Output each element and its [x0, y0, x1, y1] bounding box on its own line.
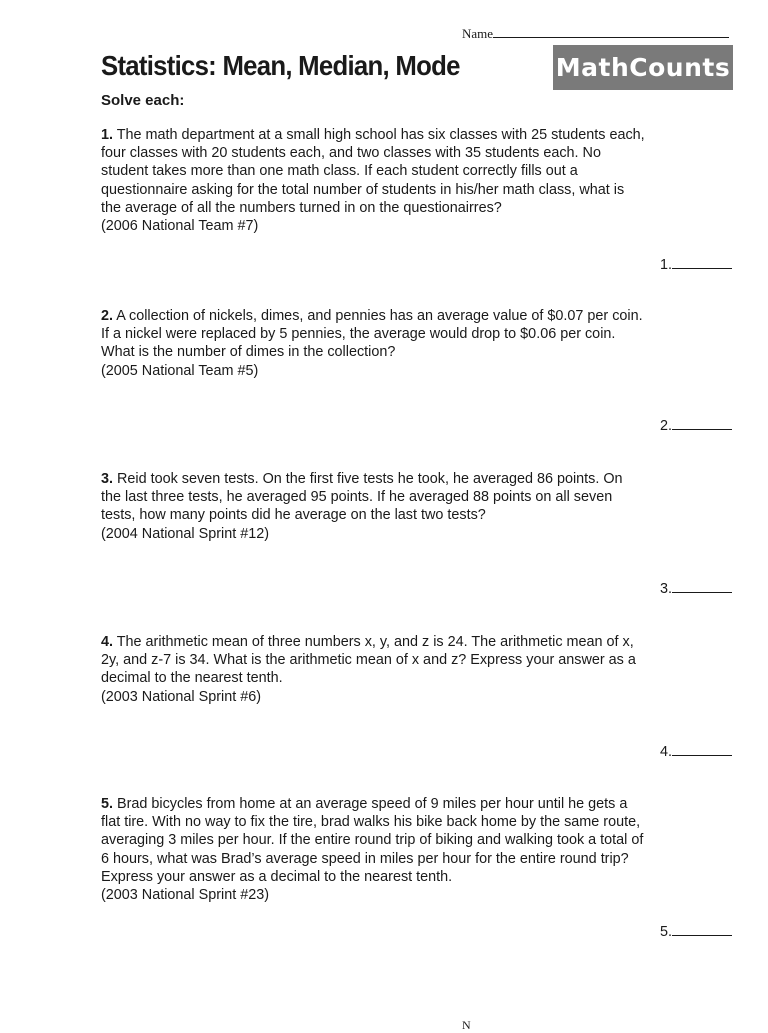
problem-number: 2. — [101, 308, 114, 324]
problem-2 — [101, 307, 646, 380]
name-field[interactable] — [462, 25, 729, 42]
problem-source: (2004 National Sprint #12) — [101, 525, 269, 542]
problem-source: (2003 National Sprint #23) — [101, 887, 269, 904]
problem-source: (2003 National Sprint #6) — [101, 688, 261, 705]
footer-mark: N — [462, 1018, 471, 1032]
problem-number: 4. — [101, 634, 114, 650]
worksheet-title: Statistics: Mean, Median, Mode — [101, 50, 460, 81]
name-label: Name — [462, 26, 494, 41]
answer-label: 4. — [660, 744, 673, 760]
answer-label: 3. — [660, 581, 673, 597]
answer-label: 5. — [660, 924, 673, 940]
answer-blank-line[interactable] — [672, 579, 732, 593]
problem-text: Brad bicycles from home at an average speed of 9 miles per hour until he gets a flat tire. With no way to fix the tire, brad walks his bike back home by the same route, averaging 3 miles per hour. If the entire round trip of biking and walking took a total of 6 hours, what was Brad’s average speed in miles per hour for the entire round trip? Express your answer as a decimal to the nearest tenth. — [101, 796, 644, 885]
problem-text: The math department at a small high school has six classes with 25 students each, four classes with 20 students each, and two classes with 35 students each. No student takes more than one math class. If each student correctly fills out a questionnaire asking for the total number of students in his/her math class, what is the average of all the numbers turned in on the questionairres? — [101, 127, 645, 216]
answer-1[interactable] — [660, 255, 732, 273]
answer-5[interactable] — [660, 922, 732, 940]
instructions: Solve each: — [101, 92, 185, 109]
problem-5 — [101, 795, 646, 904]
problem-source: (2006 National Team #7) — [101, 218, 259, 235]
problem-text: A collection of nickels, dimes, and pennies has an average value of $0.07 per coin. If a nickel were replaced by 5 pennies, the average would drop to $0.06 per coin. What is the number of dimes in the collection? — [101, 308, 643, 361]
problem-text: Reid took seven tests. On the first five tests he took, he averaged 86 points. On the last three tests, he averaged 95 points. If he averaged 88 points on all seven tests, how many points did he average on the last two tests? — [101, 471, 623, 524]
name-blank-line[interactable] — [493, 25, 729, 38]
answer-3[interactable] — [660, 579, 732, 597]
problem-text: The arithmetic mean of three numbers x, y, and z is 24. The arithmetic mean of x, 2y, and z-7 is 34. What is the arithmetic mean of x and z? Express your answer as a decimal to the nearest tenth. — [101, 634, 636, 687]
mathcounts-logo — [553, 45, 733, 90]
problem-number: 3. — [101, 471, 114, 487]
answer-blank-line[interactable] — [672, 255, 732, 269]
logo-text: MathCounts — [555, 53, 731, 82]
answer-label: 1. — [660, 257, 673, 273]
problem-number: 1. — [101, 127, 114, 143]
answer-4[interactable] — [660, 742, 732, 760]
answer-blank-line[interactable] — [672, 416, 732, 430]
problem-number: 5. — [101, 796, 114, 812]
problem-source: (2005 National Team #5) — [101, 362, 259, 379]
problem-3 — [101, 470, 646, 543]
answer-blank-line[interactable] — [672, 922, 732, 936]
problem-4 — [101, 633, 646, 706]
problem-1 — [101, 126, 646, 235]
answer-blank-line[interactable] — [672, 742, 732, 756]
answer-2[interactable] — [660, 416, 732, 434]
answer-label: 2. — [660, 418, 673, 434]
